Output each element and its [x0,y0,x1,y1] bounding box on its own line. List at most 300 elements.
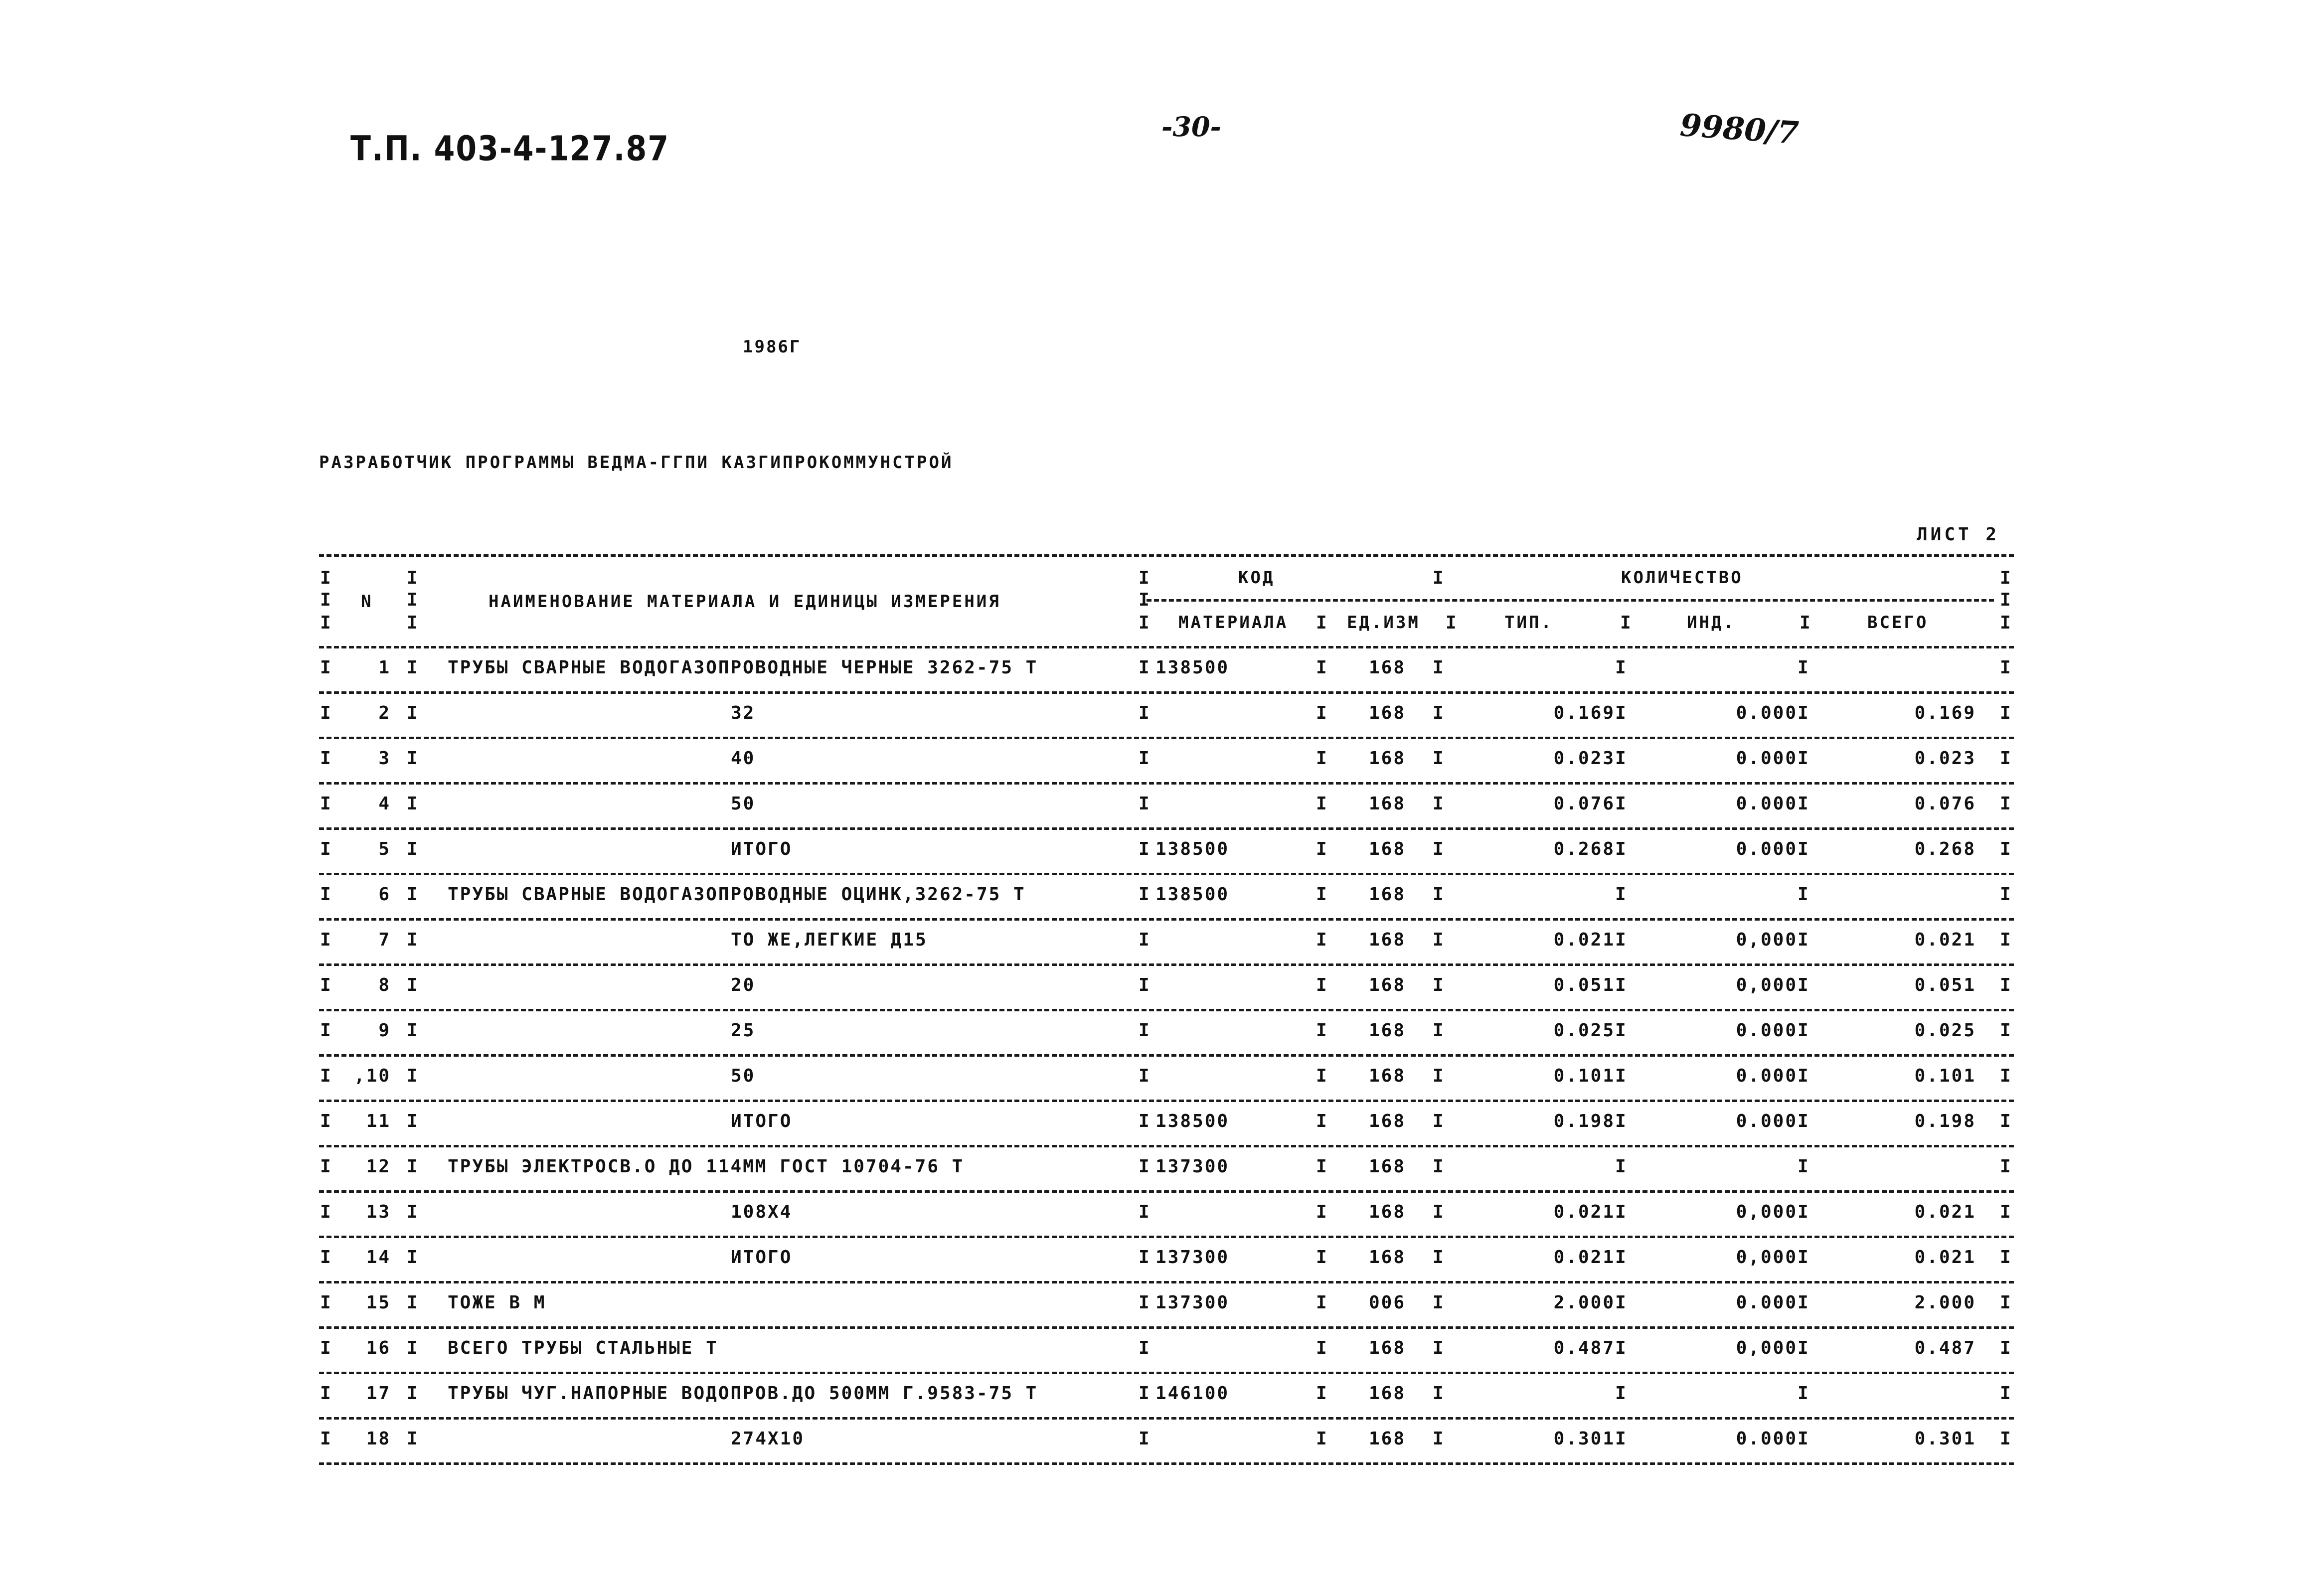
row-rule [319,963,2014,966]
col-border: I [1615,1202,1626,1222]
col-border: I [407,1066,418,1086]
row-qty-ind: 0,000 [1736,975,1798,995]
row-number: 2 [378,703,391,723]
col-border: I [1798,884,1809,905]
col-border: I [2000,1383,2011,1404]
row-number: 16 [366,1338,391,1358]
col-border: I [1615,1156,1626,1177]
col-border: I [1316,794,1327,814]
col-border: I [1615,1111,1626,1131]
row-unit-code: 168 [1369,884,1406,905]
row-unit-code: 168 [1369,703,1406,723]
header-code-group: КОД [1238,568,1275,588]
col-border: I [2000,1066,2011,1086]
col-border: I [1139,1020,1150,1041]
col-border: I [2000,703,2011,723]
row-qty-total: 0.076 [1914,794,1976,814]
page-number: -30- [1161,111,1221,143]
col-border: I [1615,884,1626,905]
col-border: I [1139,748,1150,769]
row-qty-ind: 0.000 [1736,1020,1798,1041]
row-qty-typ: 0.021 [1553,1202,1615,1222]
row-rule [319,827,2014,830]
row-unit-code: 168 [1369,1383,1406,1404]
col-border: I [407,1202,418,1222]
col-border: I [320,884,331,905]
row-qty-total: 0.023 [1914,748,1976,769]
col-border: I [1798,794,1809,814]
col-border: I [1433,703,1444,723]
row-number: 11 [366,1111,391,1131]
col-border: I [2000,1202,2011,1222]
col-border: I [2000,930,2011,950]
col-border: I [320,839,331,859]
col-border: I [1139,1111,1150,1131]
col-border: I [2000,590,2011,610]
row-qty-typ: 0.101 [1553,1066,1615,1086]
row-qty-total: 0.101 [1914,1066,1976,1086]
col-border: I [1433,1066,1444,1086]
col-border: I [1798,1156,1809,1177]
row-number: 8 [378,975,391,995]
col-border: I [1615,657,1626,678]
row-name: ТРУБЫ ЭЛЕКТРОСВ.О ДО 114ММ ГОСТ 10704-76 Т [448,1156,965,1177]
row-qty-typ: 0.268 [1553,839,1615,859]
header-unit: ЕД.ИЗМ [1347,613,1420,633]
col-border: I [407,613,418,633]
row-qty-ind: 0.000 [1736,1292,1798,1313]
row-name: 274Х10 [731,1429,805,1449]
col-border: I [1316,884,1327,905]
col-border: I [320,1020,331,1041]
row-rule [319,1100,2014,1102]
col-border: I [407,1292,418,1313]
row-name: 32 [731,703,756,723]
col-border: I [320,703,331,723]
row-qty-ind: 0.000 [1736,1066,1798,1086]
col-border: I [1615,1292,1626,1313]
row-rule [319,1145,2014,1147]
row-qty-ind: 0.000 [1736,794,1798,814]
col-border: I [1798,1111,1809,1131]
row-rule [319,782,2014,785]
header-name: НАИМЕНОВАНИЕ МАТЕРИАЛА И ЕДИНИЦЫ ИЗМЕРЕНИЯ [489,592,1001,612]
col-border: I [2000,794,2011,814]
row-number: ,10 [353,1066,391,1086]
col-border: I [1433,1156,1444,1177]
col-border: I [1615,930,1626,950]
row-rule [319,737,2014,739]
col-border: I [407,930,418,950]
col-border: I [320,1338,331,1358]
col-border: I [1316,975,1327,995]
col-border: I [1139,568,1150,588]
col-border: I [2000,1020,2011,1041]
row-unit-code: 168 [1369,657,1406,678]
col-border: I [1139,975,1150,995]
header-n: N [361,592,373,612]
col-border: I [1615,1429,1626,1449]
row-rule [319,873,2014,875]
row-rule [319,1054,2014,1057]
col-border: I [1316,1156,1327,1177]
row-number: 7 [378,930,391,950]
col-border: I [1798,1202,1809,1222]
col-border: I [1316,1429,1327,1449]
col-border: I [1139,703,1150,723]
row-name: ИТОГО [731,1247,793,1268]
row-name: ВСЕГО ТРУБЫ СТАЛЬНЫЕ Т [448,1338,718,1358]
row-material-code: 137300 [1155,1292,1230,1313]
col-border: I [407,1429,418,1449]
row-rule [319,1190,2014,1193]
col-border: I [1615,703,1626,723]
row-number: 12 [366,1156,391,1177]
col-border: I [1139,1066,1150,1086]
row-qty-total: 0.021 [1914,930,1976,950]
table-top-rule [319,554,2014,557]
col-border: I [1139,884,1150,905]
row-name: ИТОГО [731,839,793,859]
col-border: I [1316,1202,1327,1222]
row-number: 13 [366,1202,391,1222]
row-name: ТОЖЕ В М [448,1292,546,1313]
row-name: 20 [731,975,756,995]
col-border: I [1139,930,1150,950]
col-border: I [1316,930,1327,950]
col-border: I [1316,657,1327,678]
col-border: I [2000,1156,2011,1177]
col-border: I [320,1429,331,1449]
col-border: I [320,1247,331,1268]
col-border: I [1316,1247,1327,1268]
row-name: ТРУБЫ ЧУГ.НАПОРНЫЕ ВОДОПРОВ.ДО 500ММ Г.9583-75 Т [448,1383,1038,1404]
row-qty-typ: 0.023 [1553,748,1615,769]
col-border: I [407,839,418,859]
col-border: I [1615,975,1626,995]
col-border: I [407,975,418,995]
col-border: I [1433,1111,1444,1131]
row-name: ТРУБЫ СВАРНЫЕ ВОДОГАЗОПРОВОДНЫЕ ЧЕРНЫЕ 3262-75 Т [448,657,1038,678]
col-border: I [407,1156,418,1177]
col-border: I [320,613,331,633]
row-qty-typ: 0.025 [1553,1020,1615,1041]
row-qty-ind: 0.000 [1736,839,1798,859]
row-name: 40 [731,748,756,769]
col-border: I [1798,1429,1809,1449]
col-border: I [1615,1338,1626,1358]
col-border: I [1798,1020,1809,1041]
row-rule [319,1009,2014,1011]
document-code: Т.П. 403-4-127.87 [350,129,669,169]
col-border: I [2000,613,2011,633]
col-border: I [1316,1020,1327,1041]
row-rule [319,691,2014,694]
row-material-code: 137300 [1155,1247,1230,1268]
col-border: I [1139,1383,1150,1404]
header-material: МАТЕРИАЛА [1178,613,1289,633]
row-material-code: 137300 [1155,1156,1230,1177]
col-border: I [320,1156,331,1177]
row-unit-code: 168 [1369,1429,1406,1449]
row-unit-code: 168 [1369,794,1406,814]
row-qty-total: 0.198 [1914,1111,1976,1131]
col-border: I [1615,1247,1626,1268]
row-unit-code: 168 [1369,975,1406,995]
col-border: I [1139,1202,1150,1222]
col-border: I [1433,568,1444,588]
col-border: I [1800,613,1810,633]
col-border: I [2000,1292,2011,1313]
row-number: 15 [366,1292,391,1313]
col-border: I [1433,1338,1444,1358]
col-border: I [407,703,418,723]
row-unit-code: 168 [1369,1111,1406,1131]
row-name: ТО ЖЕ,ЛЕГКИЕ Д15 [731,930,928,950]
document-number: 9980/7 [1678,107,1800,152]
row-qty-ind: 0,000 [1736,1202,1798,1222]
col-border: I [1615,794,1626,814]
col-border: I [320,1066,331,1086]
row-unit-code: 168 [1369,930,1406,950]
col-border: I [1798,1338,1809,1358]
col-border: I [1798,1292,1809,1313]
header-typ: ТИП. [1504,613,1553,633]
row-qty-total: 2.000 [1914,1292,1976,1313]
col-border: I [1433,1383,1444,1404]
col-border: I [1316,1111,1327,1131]
col-border: I [1798,657,1809,678]
row-unit-code: 168 [1369,1202,1406,1222]
col-border: I [1433,930,1444,950]
col-border: I [320,568,331,588]
col-border: I [407,590,418,610]
row-name: ТРУБЫ СВАРНЫЕ ВОДОГАЗОПРОВОДНЫЕ ОЦИНК,3262-75 Т [448,884,1026,905]
col-border: I [320,657,331,678]
row-qty-ind: 0,000 [1736,1247,1798,1268]
row-rule [319,646,2014,648]
col-border: I [1433,839,1444,859]
col-border: I [1615,839,1626,859]
row-name: 50 [731,794,756,814]
col-border: I [2000,1338,2011,1358]
col-border: I [2000,884,2011,905]
row-unit-code: 168 [1369,1156,1406,1177]
row-number: 3 [378,748,391,769]
col-border: I [2000,1111,2011,1131]
row-number: 14 [366,1247,391,1268]
row-qty-typ: 0.301 [1553,1429,1615,1449]
col-border: I [407,657,418,678]
row-material-code: 138500 [1155,884,1230,905]
col-border: I [1433,975,1444,995]
row-name: ИТОГО [731,1111,793,1131]
row-unit-code: 168 [1369,1247,1406,1268]
col-border: I [1316,703,1327,723]
col-border: I [407,1338,418,1358]
col-border: I [1433,748,1444,769]
col-border: I [1433,1020,1444,1041]
header-sub-rule [1147,599,1994,602]
row-qty-total: 0.487 [1914,1338,1976,1358]
row-qty-typ: 0.021 [1553,1247,1615,1268]
col-border: I [1139,1292,1150,1313]
row-qty-typ: 0.051 [1553,975,1615,995]
row-rule [319,1462,2014,1465]
row-qty-total: 0.021 [1914,1202,1976,1222]
col-border: I [407,748,418,769]
col-border: I [1433,794,1444,814]
col-border: I [1798,748,1809,769]
col-border: I [320,975,331,995]
row-rule [319,1372,2014,1374]
col-border: I [1615,1066,1626,1086]
row-number: 5 [378,839,391,859]
col-border: I [1798,930,1809,950]
col-border: I [320,590,331,610]
col-border: I [407,884,418,905]
col-border: I [1433,1429,1444,1449]
row-qty-typ: 0.021 [1553,930,1615,950]
col-border: I [1433,1247,1444,1268]
row-material-code: 138500 [1155,839,1230,859]
row-qty-total: 0.025 [1914,1020,1976,1041]
col-border: I [1139,1429,1150,1449]
col-border: I [1798,1383,1809,1404]
row-qty-ind: 0.000 [1736,703,1798,723]
row-number: 17 [366,1383,391,1404]
row-number: 18 [366,1429,391,1449]
row-rule [319,1326,2014,1329]
col-border: I [1620,613,1631,633]
sheet-number: ЛИСТ 2 [1917,524,2000,545]
col-border: I [1139,590,1150,610]
col-border: I [1433,1202,1444,1222]
header-quantity-group: КОЛИЧЕСТВО [1621,568,1743,588]
col-border: I [320,930,331,950]
col-border: I [1798,975,1809,995]
col-border: I [320,1111,331,1131]
row-rule [319,918,2014,921]
row-qty-ind: 0.000 [1736,1429,1798,1449]
row-material-code: 146100 [1155,1383,1230,1404]
row-qty-total: 0.021 [1914,1247,1976,1268]
col-border: I [2000,839,2011,859]
row-qty-total: 0.169 [1914,703,1976,723]
col-border: I [1798,1066,1809,1086]
col-border: I [2000,975,2011,995]
row-qty-typ: 0.487 [1553,1338,1615,1358]
year-label: 1986Г [743,337,802,357]
row-number: 6 [378,884,391,905]
col-border: I [1316,839,1327,859]
col-border: I [1433,884,1444,905]
col-border: I [1433,1292,1444,1313]
row-number: 9 [378,1020,391,1041]
col-border: I [407,1111,418,1131]
header-ind: ИНД. [1687,613,1736,633]
row-qty-ind: 0,000 [1736,930,1798,950]
col-border: I [1433,657,1444,678]
col-border: I [1798,839,1809,859]
col-border: I [1615,748,1626,769]
row-material-code: 138500 [1155,1111,1230,1131]
col-border: I [320,1383,331,1404]
row-qty-typ: 2.000 [1553,1292,1615,1313]
row-qty-typ: 0.169 [1553,703,1615,723]
col-border: I [1316,1066,1327,1086]
row-material-code: 138500 [1155,657,1230,678]
col-border: I [2000,1247,2011,1268]
col-border: I [407,1383,418,1404]
col-border: I [1139,1156,1150,1177]
row-rule [319,1281,2014,1283]
row-name: 25 [731,1020,756,1041]
col-border: I [1615,1020,1626,1041]
row-qty-ind: 0,000 [1736,1338,1798,1358]
col-border: I [407,568,418,588]
row-unit-code: 168 [1369,1338,1406,1358]
row-rule [319,1236,2014,1238]
row-unit-code: 168 [1369,839,1406,859]
header-total: ВСЕГО [1867,613,1929,633]
col-border: I [1446,613,1457,633]
col-border: I [1139,1338,1150,1358]
col-border: I [1316,1292,1327,1313]
col-border: I [2000,1429,2011,1449]
col-border: I [407,794,418,814]
col-border: I [320,748,331,769]
row-qty-ind: 0.000 [1736,1111,1798,1131]
col-border: I [320,1202,331,1222]
col-border: I [1798,1247,1809,1268]
col-border: I [1139,1247,1150,1268]
col-border: I [2000,568,2011,588]
col-border: I [1615,1383,1626,1404]
row-unit-code: 168 [1369,748,1406,769]
row-qty-total: 0.051 [1914,975,1976,995]
col-border: I [1316,613,1327,633]
col-border: I [407,1020,418,1041]
col-border: I [320,1292,331,1313]
col-border: I [2000,657,2011,678]
col-border: I [2000,748,2011,769]
col-border: I [1139,794,1150,814]
row-unit-code: 168 [1369,1066,1406,1086]
col-border: I [320,794,331,814]
row-qty-total: 0.268 [1914,839,1976,859]
col-border: I [1139,657,1150,678]
col-border: I [1316,1338,1327,1358]
row-unit-code: 168 [1369,1020,1406,1041]
row-qty-ind: 0.000 [1736,748,1798,769]
row-qty-typ: 0.076 [1553,794,1615,814]
col-border: I [1316,748,1327,769]
col-border: I [1139,613,1150,633]
row-number: 4 [378,794,391,814]
col-border: I [1139,839,1150,859]
row-rule [319,1417,2014,1420]
row-name: 50 [731,1066,756,1086]
col-border: I [1798,703,1809,723]
row-unit-code: 006 [1369,1292,1406,1313]
row-number: 1 [378,657,391,678]
row-name: 108Х4 [731,1202,793,1222]
col-border: I [407,1247,418,1268]
col-border: I [1316,1383,1327,1404]
row-qty-total: 0.301 [1914,1429,1976,1449]
row-qty-typ: 0.198 [1553,1111,1615,1131]
